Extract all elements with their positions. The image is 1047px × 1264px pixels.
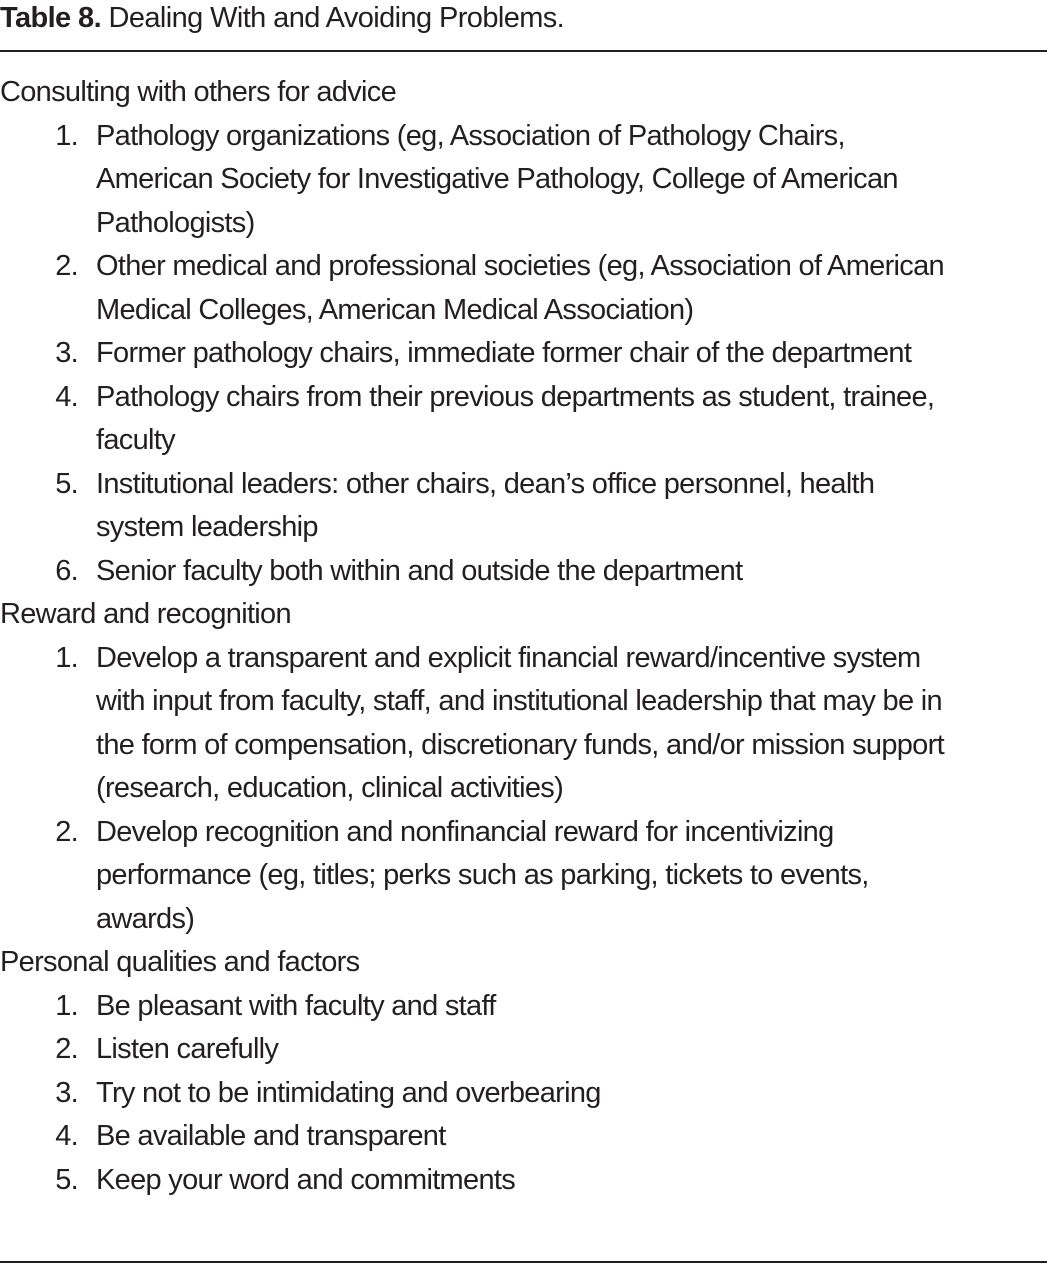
item-number: 4. [55, 380, 78, 413]
section-personal [0, 941, 1047, 1202]
list-item [0, 811, 951, 942]
item-number: 5. [55, 467, 78, 500]
item-number: 1. [55, 641, 78, 674]
item-text: Pathology chairs from their previous departments as student, trainee, faculty [96, 380, 935, 456]
list-item [0, 637, 951, 811]
item-number: 3. [55, 1076, 78, 1109]
item-number: 5. [55, 1163, 78, 1196]
item-text: Be pleasant with faculty and staff [96, 989, 496, 1022]
item-text: Other medical and professional societies (eg, Association of American Medical Colleges, American Medical Association) [96, 250, 944, 326]
section-heading: Consulting with others for advice [0, 76, 396, 108]
list-item [0, 985, 951, 1029]
item-text: Be available and transparent [96, 1120, 446, 1152]
item-number: 1. [55, 989, 78, 1022]
table-title: Dealing With and Avoiding Problems. [108, 2, 565, 34]
list-item [0, 463, 951, 550]
item-text: Develop a transparent and explicit financial reward/incentive system with input from faculty, staff, and institutional leadership that may be in the form of compensation, discretionary funds, and/or mission support (research, education, clinical activities) [96, 641, 944, 804]
list-item [0, 376, 951, 463]
item-number: 6. [55, 554, 78, 587]
list-item [0, 115, 951, 246]
item-text: Develop recognition and nonfinancial reward for incentivizing performance (eg, titles; perks such as parking, tickets to events, awards) [96, 815, 869, 935]
list-item [0, 1159, 951, 1203]
item-text: Institutional leaders: other chairs, dean’s office personnel, health system leadership [96, 467, 875, 543]
section-heading: Reward and recognition [0, 598, 291, 630]
section-heading: Personal qualities and factors [0, 946, 360, 978]
item-number: 2. [55, 1033, 78, 1065]
item-number: 2. [55, 815, 78, 848]
item-text: Listen carefully [96, 1033, 279, 1065]
section-reward [0, 593, 1047, 941]
table-caption [0, 0, 1047, 36]
table-body [0, 71, 1047, 1202]
item-number: 4. [55, 1120, 78, 1152]
item-number: 1. [55, 119, 78, 152]
list-item [0, 1072, 951, 1116]
bottom-rule [0, 1261, 1047, 1263]
table-label: Table 8. [0, 2, 102, 34]
list-item [0, 550, 951, 594]
item-text: Try not to be intimidating and overbearing [96, 1076, 601, 1109]
list-item [0, 1028, 951, 1072]
item-text: Pathology organizations (eg, Association of Pathology Chairs, American Society for Investigative Pathology, College of American Pathologists) [96, 119, 898, 239]
top-rule [0, 50, 1047, 52]
item-text: Senior faculty both within and outside the department [96, 554, 743, 587]
list-item [0, 245, 951, 332]
item-text: Keep your word and commitments [96, 1163, 516, 1196]
item-number: 2. [55, 250, 78, 282]
list-item [0, 1115, 951, 1159]
item-number: 3. [55, 337, 78, 369]
list-item [0, 332, 951, 376]
item-text: Former pathology chairs, immediate former chair of the department [96, 337, 912, 369]
section-consulting [0, 71, 1047, 593]
